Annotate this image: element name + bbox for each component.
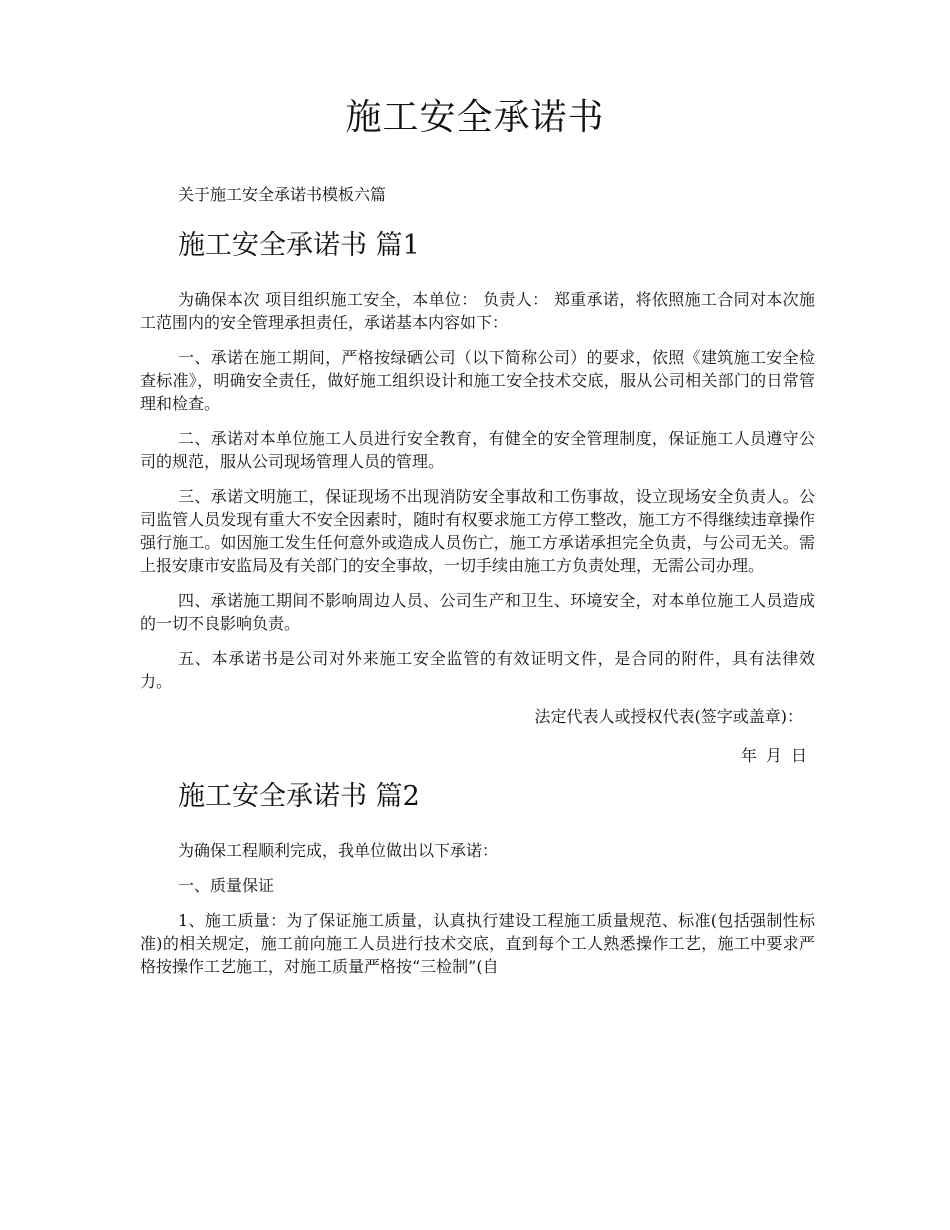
section-1-paragraph: 一、承诺在施工期间，严格按绿硒公司（以下简称公司）的要求，依照《建筑施工安全检查标准》，明确安全责任，做好施工组织设计和施工安全技术交底，服从公司相关部门的日常管理和检查。 xyxy=(140,348,815,413)
date-line: 年 月 日 xyxy=(740,746,807,765)
section-2-paragraph: 1、施工质量：为了保证施工质量，认真执行建设工程施工质量规范、标准(包括强制性标准)的相关规定，施工前向施工人员进行技术交底，直到每个工人熟悉操作工艺，施工中要求严格按操作工艺施工，对施工质量严格按“三检制”(自 xyxy=(140,911,815,976)
section-2-paragraph: 为确保工程顺利完成，我单位做出以下承诺： xyxy=(178,841,499,860)
section-2-paragraph: 一、质量保证 xyxy=(178,876,275,895)
signature-line: 法定代表人或授权代表(签字或盖章)： xyxy=(534,707,803,726)
section-1-paragraph: 为确保本次 项目组织施工安全，本单位： 负责人： 郑重承诺，将依照施工合同对本次施工范围内的安全管理承担责任，承诺基本内容如下： xyxy=(140,290,815,332)
section-1-paragraph: 四、承诺施工期间不影响周边人员、公司生产和卫生、环境安全，对本单位施工人员造成的一切不良影响负责。 xyxy=(140,591,815,633)
section-1-paragraph: 三、承诺文明施工，保证现场不出现消防安全事故和工伤事故，设立现场安全负责人。公司监管人员发现有重大不安全因素时，随时有权要求施工方停工整改，施工方不得继续违章操作强行施工。如因施工发生任何意外或造成人员伤亡，施工方承诺承担完全负责，与公司无关。需上报安康市安监局及有关部门的安全事故，一切手续由施工方负责处理，无需公司办理。 xyxy=(140,487,815,575)
document-title: 施工安全承诺书 xyxy=(345,97,605,138)
document-body xyxy=(140,180,815,990)
section-1-heading: 施工安全承诺书 篇1 xyxy=(178,230,420,261)
section-1-paragraph: 五、本承诺书是公司对外来施工安全监管的有效证明文件，是合同的附件，具有法律效力。 xyxy=(140,649,815,691)
document-subtitle: 关于施工安全承诺书模板六篇 xyxy=(178,185,387,204)
section-2-heading: 施工安全承诺书 篇2 xyxy=(178,781,420,812)
section-1-paragraph: 二、承诺对本单位施工人员进行安全教育，有健全的安全管理制度，保证施工人员遵守公司的规范，服从公司现场管理人员的管理。 xyxy=(140,429,815,471)
